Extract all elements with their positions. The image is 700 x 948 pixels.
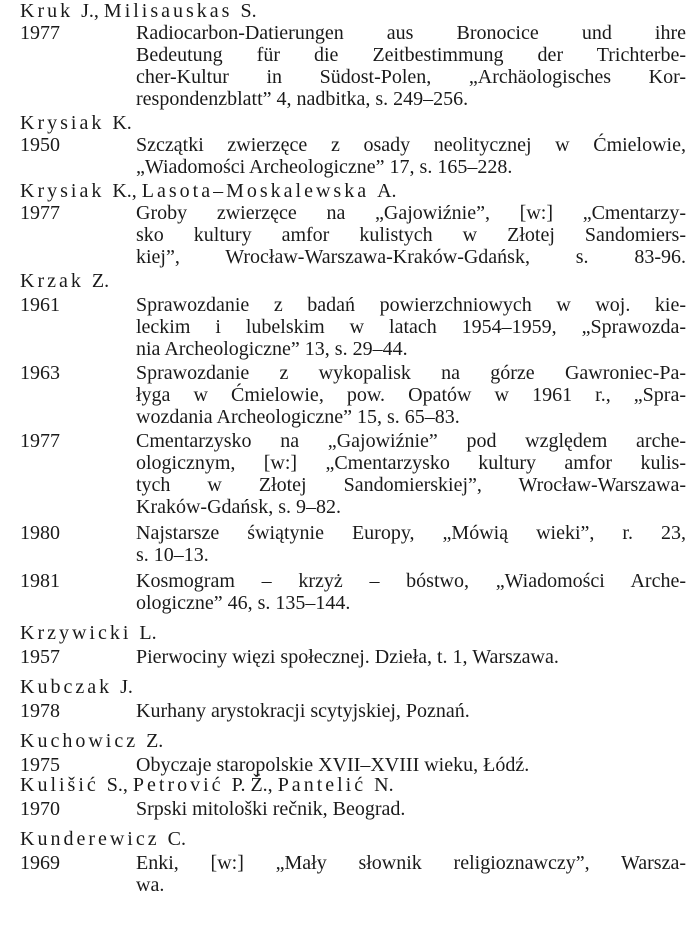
entry-author: Krysiak K. xyxy=(20,112,132,134)
entry-text-line: s. 10–13. xyxy=(136,544,209,566)
entry-author: Kunderewicz C. xyxy=(20,828,186,850)
entry-text-line: respondenzblatt” 4, nadbitka, s. 249–256. xyxy=(136,88,469,110)
entry-year: 1977 xyxy=(20,430,60,452)
entry-year: 1981 xyxy=(20,570,60,592)
entry-text-line: Bedeutung für die Zeitbestimmung der Trichterbe- xyxy=(136,44,686,66)
entry-year: 1977 xyxy=(20,22,60,44)
entry-author: Krzywicki L. xyxy=(20,622,157,644)
entry-text-line: sko kultury amfor kulistych w Złotej Sandomiers- xyxy=(136,224,686,246)
entry-text-line: kiej”, Wrocław-Warszawa-Kraków-Gdańsk, s. 83-96. xyxy=(136,246,686,268)
entry-year: 1957 xyxy=(20,646,60,668)
entry-text-line: cher-Kultur in Südost-Polen, „Archäologisches Kor- xyxy=(136,66,686,88)
entry-text-line: łyga w Ćmielowie, pow. Opatów w 1961 r., „Spra- xyxy=(136,384,686,406)
entry-text-line: ologicznym, [w:] „Cmentarzysko kultury amfor kulis- xyxy=(136,452,686,474)
entry-text-line: leckim i lubelskim w latach 1954–1959, „Sprawozda- xyxy=(136,316,686,338)
entry-year: 1980 xyxy=(20,522,60,544)
entry-author: Kruk J., Milisauskas S. xyxy=(20,0,257,22)
entry-text-line: Pierwociny więzi społecznej. Dzieła, t. 1, Warszawa. xyxy=(136,646,559,668)
entry-year: 1970 xyxy=(20,798,60,820)
entry-text-line: Enki, [w:] „Mały słownik religioznawczy”, Warsza- xyxy=(136,852,686,874)
entry-text-line: Kurhany arystokracji scytyjskiej, Poznań. xyxy=(136,700,470,722)
entry-year: 1961 xyxy=(20,294,60,316)
entry-year: 1975 xyxy=(20,754,60,776)
entry-text-line: ologiczne” 46, s. 135–144. xyxy=(136,592,351,614)
entry-text-line: wozdania Archeologiczne” 15, s. 65–83. xyxy=(136,406,460,428)
entry-text-line: Radiocarbon-Datierungen aus Bronocice und ihre xyxy=(136,22,686,44)
entry-text-line: nia Archeologiczne” 13, s. 29–44. xyxy=(136,338,408,360)
entry-year: 1950 xyxy=(20,134,60,156)
entry-text-line: tych w Złotej Sandomierskiej”, Wrocław-Warszawa- xyxy=(136,474,686,496)
entry-author: Krysiak K., Lasota–Moskalewska A. xyxy=(20,180,397,202)
entry-text-line: wa. xyxy=(136,874,165,896)
entry-year: 1969 xyxy=(20,852,60,874)
entry-text-line: Cmentarzysko na „Gajowiźnie” pod względem arche- xyxy=(136,430,686,452)
entry-text-line: Szczątki zwierzęce z osady neolitycznej w Ćmielowie, xyxy=(136,134,686,156)
entry-year: 1963 xyxy=(20,362,60,384)
entry-text-line: Srpski mitološki rečnik, Beograd. xyxy=(136,798,406,820)
entry-text-line: Kraków-Gdańsk, s. 9–82. xyxy=(136,496,341,518)
entry-text-line: „Wiadomości Archeologiczne” 17, s. 165–228. xyxy=(136,156,513,178)
entry-text-line: Sprawozdanie z badań powierzchniowych w woj. kie- xyxy=(136,294,686,316)
entry-text-line: Sprawozdanie z wykopalisk na górze Gawroniec-Pa- xyxy=(136,362,686,384)
entry-author: Krzak Z. xyxy=(20,270,110,292)
entry-author: Kubczak J. xyxy=(20,676,133,698)
entry-text-line: Kosmogram – krzyż – bóstwo, „Wiadomości Arche- xyxy=(136,570,686,592)
entry-text-line: Groby zwierzęce na „Gajowiźnie”, [w:] „Cmentarzy- xyxy=(136,202,686,224)
entry-text-line: Najstarsze świątynie Europy, „Mówią wieki”, r. 23, xyxy=(136,522,686,544)
entry-year: 1977 xyxy=(20,202,60,224)
entry-author: Kuchowicz Z. xyxy=(20,730,164,752)
entry-text-line: Obyczaje staropolskie XVII–XVIII wieku, Łódź. xyxy=(136,754,530,776)
entry-year: 1978 xyxy=(20,700,60,722)
entry-author: Kulišić S., Petrović P. Ž., Pantelić N. xyxy=(20,774,394,796)
